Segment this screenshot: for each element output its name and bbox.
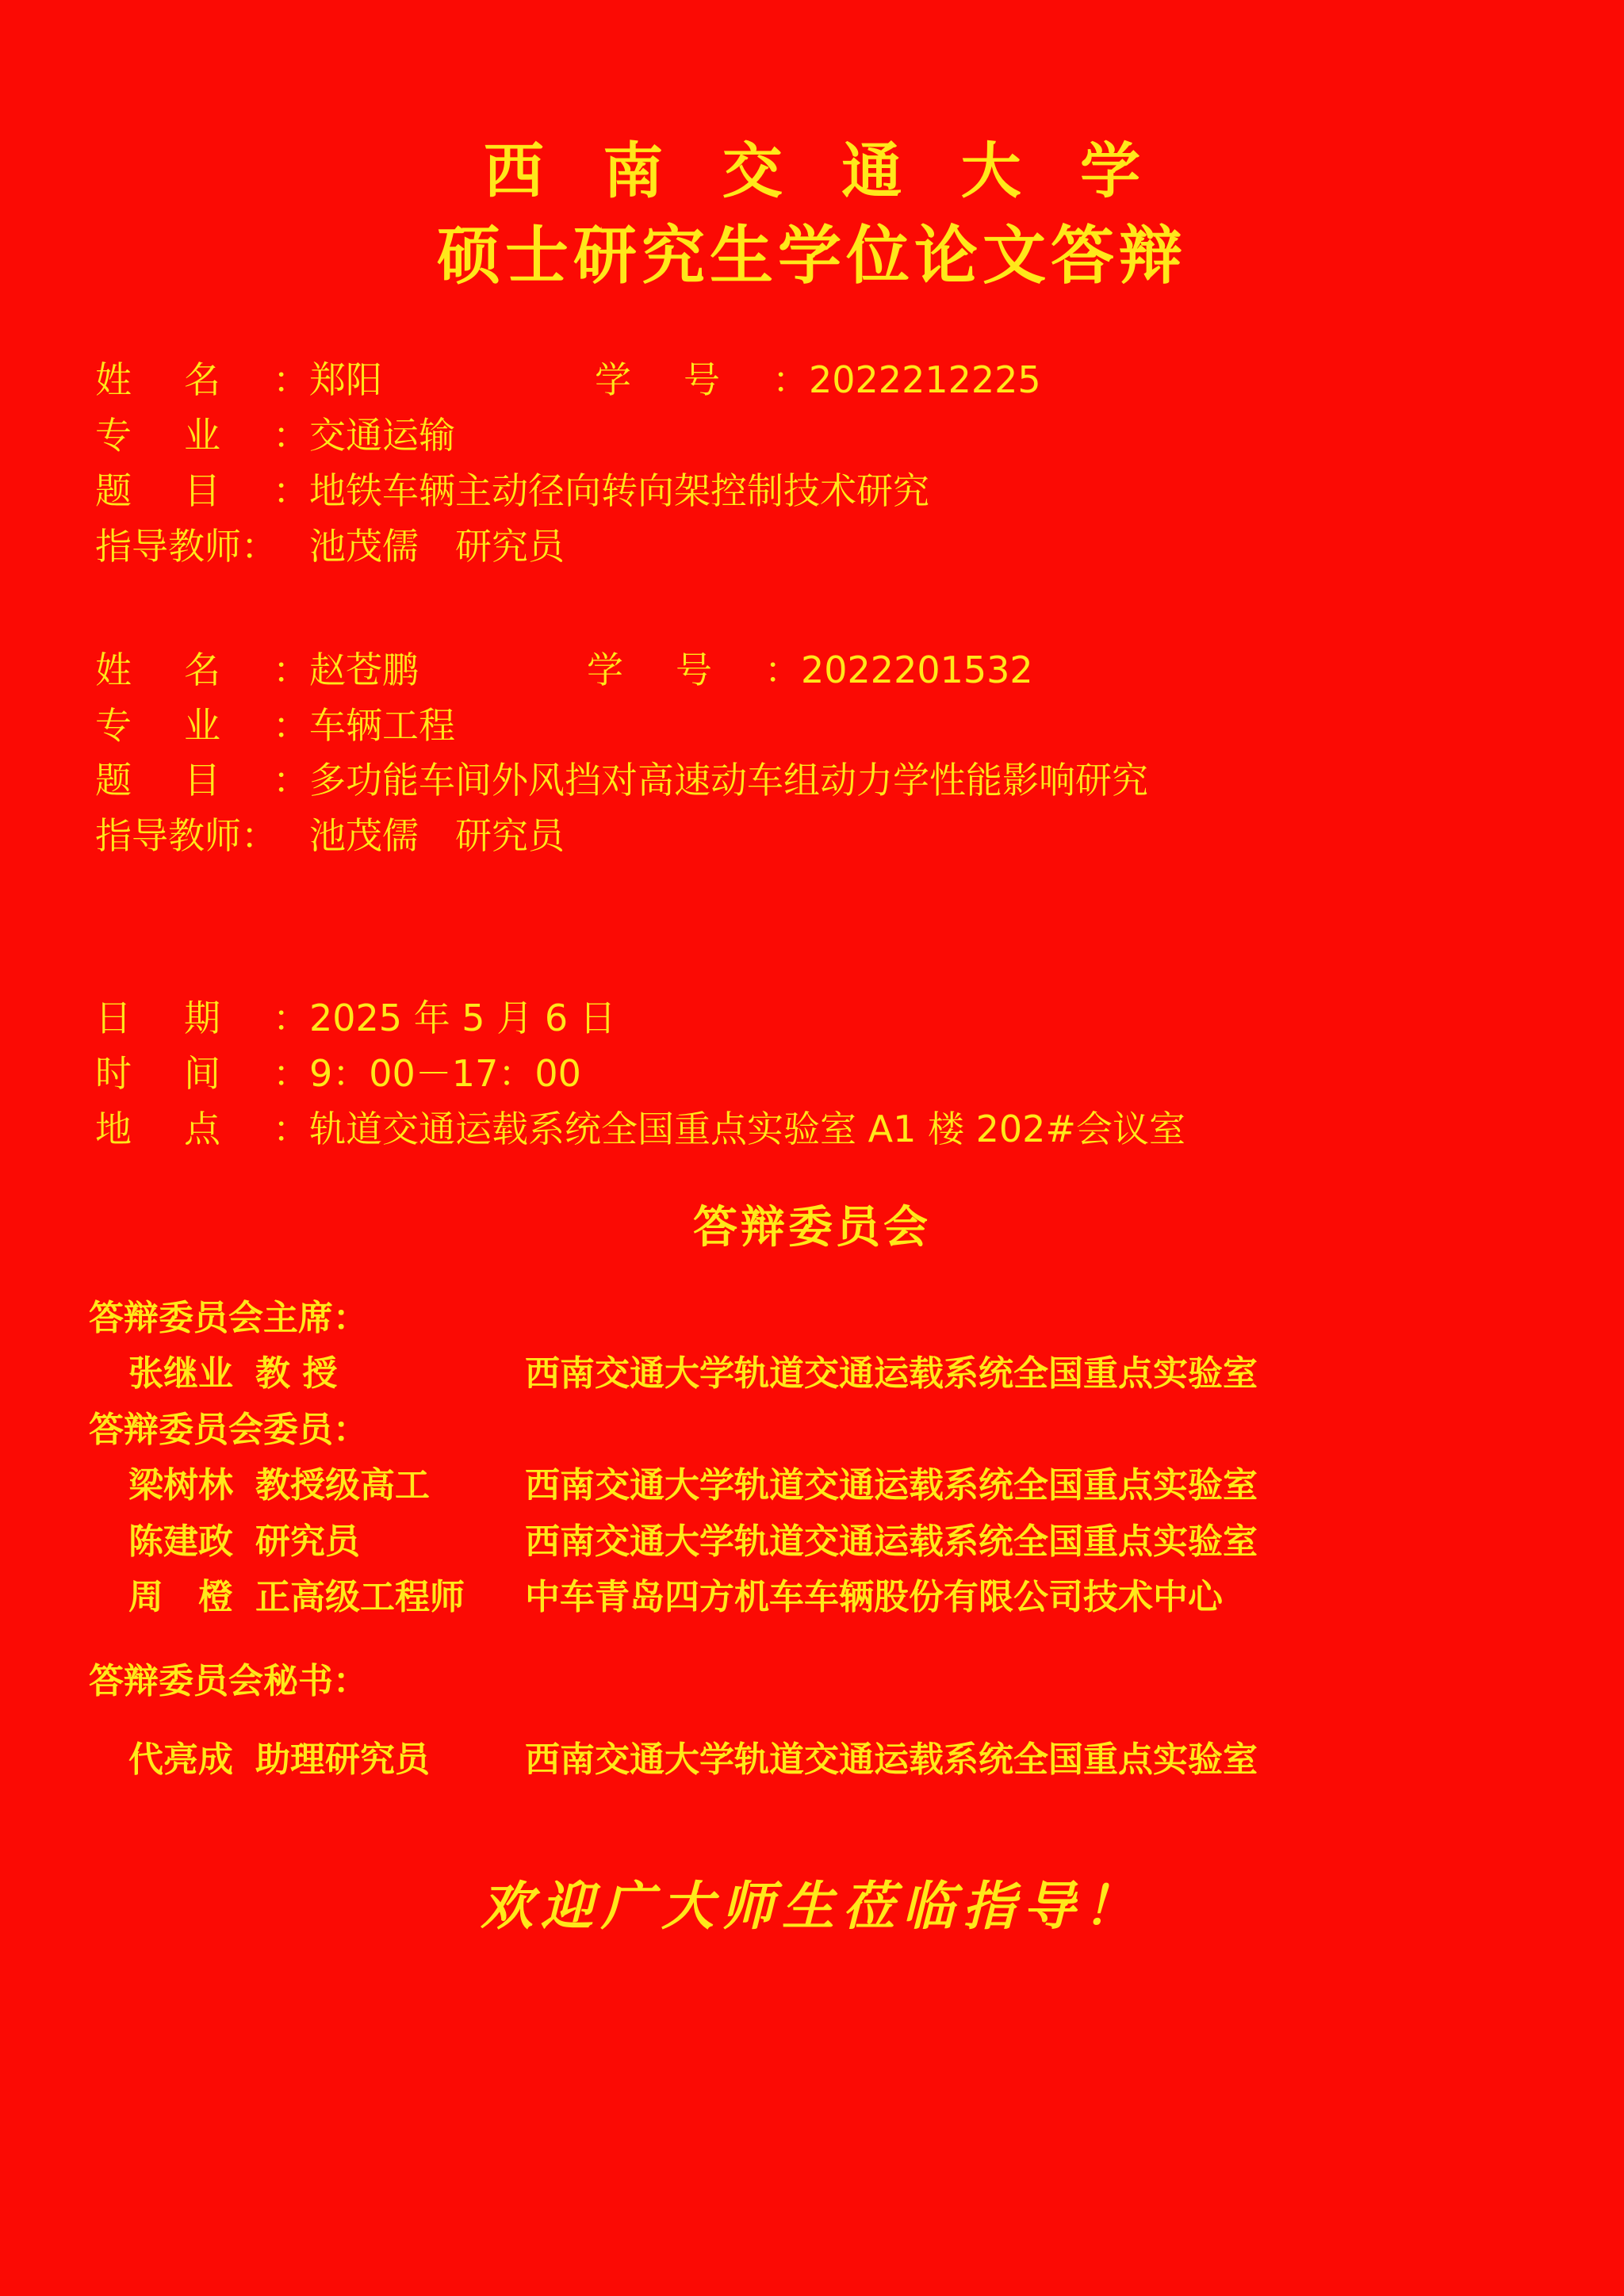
candidate-name-row xyxy=(95,353,1553,408)
advisor-label: 指导教师： xyxy=(95,814,278,858)
university-name: 西 南 交 通 大 学 xyxy=(483,136,1160,206)
candidate-name-row xyxy=(95,643,1553,698)
committee-member-row xyxy=(89,1732,1576,1788)
candidate-advisor-row xyxy=(95,519,1553,575)
poster-title-block xyxy=(0,133,1624,297)
welcome-message: 欢迎广大师生莅临指导！ xyxy=(481,1875,1143,1938)
candidate-thesis-title: 多功能车间外风挡对高速动车组动力学性能影响研究 xyxy=(309,759,1148,802)
member-title: 教授级高工 xyxy=(255,1465,430,1506)
place-label: 地 点 ： xyxy=(95,1108,309,1151)
section-gap-large xyxy=(95,864,1553,991)
candidate-major: 车辆工程 xyxy=(309,703,455,747)
candidate-student-id: 2022201532 xyxy=(801,648,1033,691)
date-label: 日 期 ： xyxy=(95,997,309,1040)
thesis-title-label: 题 目 ： xyxy=(95,759,309,802)
candidate-advisor: 池茂儒 研究员 xyxy=(309,524,565,568)
member-affiliation: 西南交通大学轨道交通运载系统全国重点实验室 xyxy=(525,1521,1258,1562)
candidate-advisor-row xyxy=(95,809,1553,864)
name-label: 姓 名 ： xyxy=(95,358,309,401)
candidate-thesis-title: 地铁车辆主动径向转向架控制技术研究 xyxy=(309,469,929,512)
poster-title: 硕士研究生学位论文答辩 xyxy=(437,219,1187,293)
candidate-thesis-row xyxy=(95,753,1553,809)
member-title: 正高级工程师 xyxy=(255,1576,465,1617)
member-name: 张继业 xyxy=(128,1353,233,1395)
member-affiliation: 中车青岛四方机车车辆股份有限公司技术中心 xyxy=(525,1576,1223,1617)
committee-chair-heading: 答辩委员会主席： xyxy=(89,1297,368,1338)
member-affiliation: 西南交通大学轨道交通运载系统全国重点实验室 xyxy=(525,1465,1258,1506)
committee-member-row xyxy=(89,1514,1576,1570)
committee-member-row xyxy=(89,1458,1576,1513)
section-gap xyxy=(95,575,1553,643)
defense-time: 9：00－17：00 xyxy=(309,1052,581,1096)
defense-place: 轨道交通运载系统全国重点实验室 A1 楼 202#会议室 xyxy=(309,1108,1185,1151)
candidate-major: 交通运输 xyxy=(309,413,455,457)
thesis-title-label: 题 目 ： xyxy=(95,469,309,512)
member-affiliation: 西南交通大学轨道交通运载系统全国重点实验室 xyxy=(525,1739,1258,1780)
candidate-entry xyxy=(95,643,1553,865)
candidate-entry xyxy=(95,353,1553,575)
member-title: 教 授 xyxy=(255,1353,338,1395)
candidate-advisor: 池茂儒 研究员 xyxy=(309,814,565,858)
committee-member-row xyxy=(89,1346,1576,1402)
candidate-major-row xyxy=(95,698,1553,754)
major-label: 专 业 ： xyxy=(95,413,309,457)
advisor-label: 指导教师： xyxy=(95,524,278,568)
committee-member-row xyxy=(89,1570,1576,1625)
candidate-student-id: 2022212225 xyxy=(809,358,1041,401)
member-name: 陈建政 xyxy=(128,1521,233,1562)
candidate-name: 郑阳 xyxy=(309,358,382,401)
candidates-section xyxy=(0,353,1624,1158)
committee-members-heading: 答辩委员会委员： xyxy=(89,1409,368,1450)
defense-date-row xyxy=(95,991,1553,1047)
member-title: 研究员 xyxy=(255,1521,360,1562)
defense-info-section xyxy=(95,991,1553,1158)
committee-section xyxy=(0,1291,1624,1788)
candidate-name: 赵苍鹏 xyxy=(309,648,419,691)
defense-time-row xyxy=(95,1047,1553,1102)
candidate-major-row xyxy=(95,408,1553,464)
committee-heading: 答辩委员会 xyxy=(693,1201,931,1253)
member-name: 梁树林 xyxy=(128,1465,233,1506)
name-label: 姓 名 ： xyxy=(95,648,309,691)
student-id-label: 学 号 ： xyxy=(595,358,809,401)
major-label: 专 业 ： xyxy=(95,703,309,747)
member-title: 助理研究员 xyxy=(255,1739,430,1780)
defense-place-row xyxy=(95,1102,1553,1158)
time-label: 时 间 ： xyxy=(95,1052,309,1096)
member-affiliation: 西南交通大学轨道交通运载系统全国重点实验室 xyxy=(525,1353,1258,1395)
student-id-label: 学 号 ： xyxy=(587,648,801,691)
defense-date: 2025 年 5 月 6 日 xyxy=(309,997,616,1040)
member-name: 周 橙 xyxy=(128,1576,233,1617)
candidate-thesis-row xyxy=(95,464,1553,519)
member-name: 代亮成 xyxy=(128,1739,233,1780)
committee-secretary-heading: 答辩委员会秘书： xyxy=(89,1661,368,1702)
